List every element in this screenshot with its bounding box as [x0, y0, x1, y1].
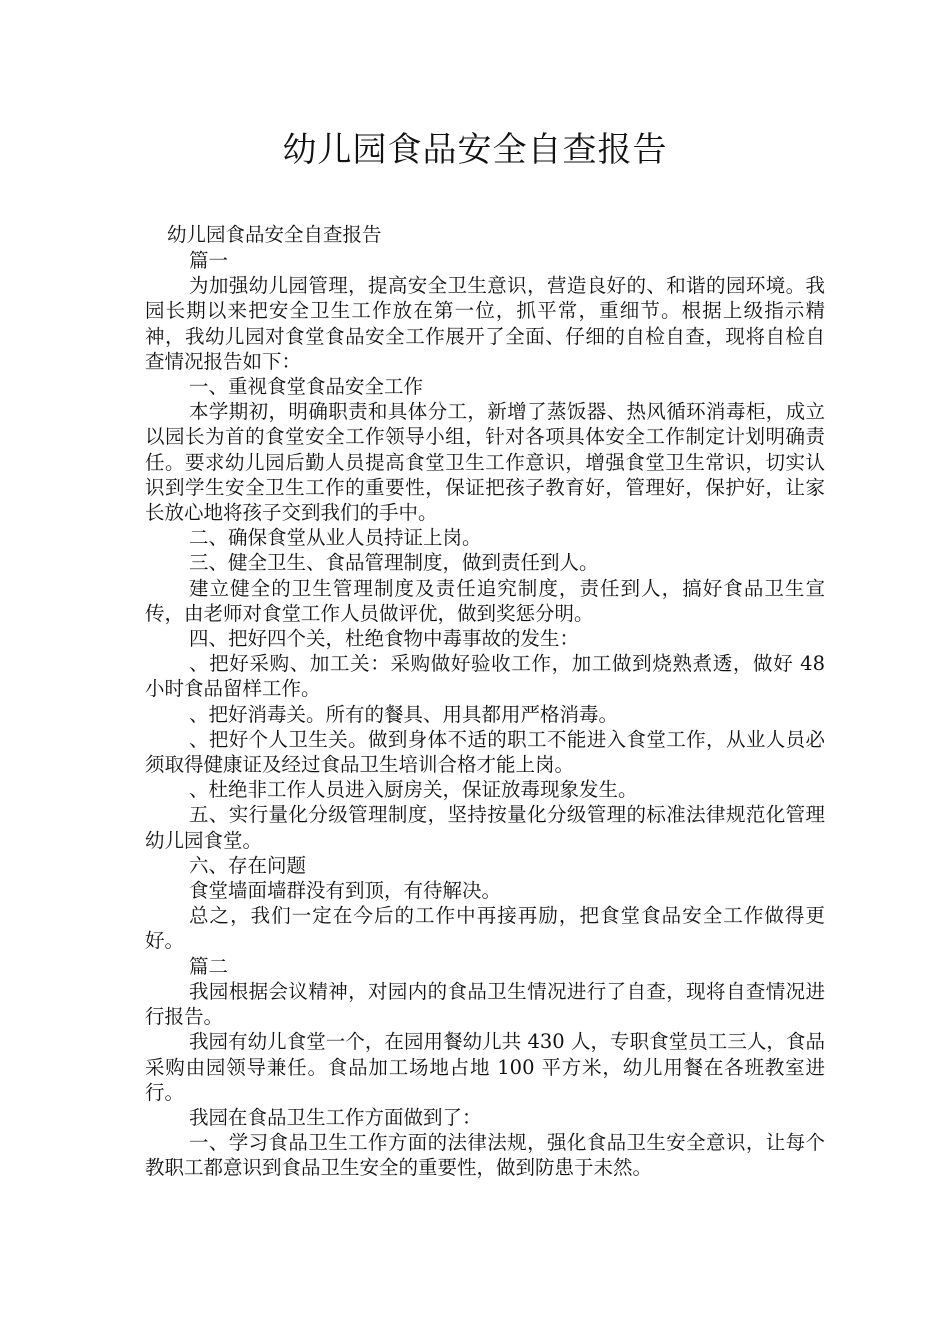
paragraph: 、把好个人卫生关。做到身体不适的职工不能进入食堂工作，从业人员必须取得健康证及经过食品卫生培训合格才能上岗。	[145, 727, 825, 777]
paragraph: 五、实行量化分级管理制度，坚持按量化分级管理的标准法律规范化管理幼儿园食堂。	[145, 803, 825, 852]
paragraph: 建立健全的卫生管理制度及责任追究制度，责任到人，搞好食品卫生宣传，由老师对食堂工作人员做评优，做到奖惩分明。	[145, 576, 825, 625]
paragraph: 三、健全卫生、食品管理制度，做到责任到人。	[189, 551, 599, 575]
document-subtitle: 幼儿园食品安全自查报告	[167, 223, 382, 246]
paragraph: 、把好消毒关。所有的餐具、用具都用严格消毒。	[189, 702, 619, 726]
paragraph: 六、存在问题	[189, 853, 307, 877]
paragraph: 二、确保食堂从业人员持证上岗。	[189, 526, 482, 550]
paragraph: 、杜绝非工作人员进入厨房关，保证放毒现象发生。	[189, 778, 638, 802]
paragraph: 一、重视食堂食品安全工作	[189, 375, 424, 399]
document-title: 幼儿园食品安全自查报告	[282, 130, 668, 170]
paragraph: 本学期初，明确职责和具体分工，新增了蒸饭器、热风循环消毒柜，成立以园长为首的食堂安全工作领导小组，针对各项具体安全工作制定计划明确责任。要求幼儿园后勤人员提高食堂卫生工作意识，增强食堂卫生常识，切实认识到学生安全卫生工作的重要性，保证把孩子教育好，管理好，保护好，让家长放心地将孩子交到我们的手中。	[145, 400, 825, 525]
paragraph: 食堂墙面墙群没有到顶，有待解决。	[189, 879, 502, 903]
paragraph: 篇一	[189, 249, 229, 272]
paragraph: 四、把好四个关，杜绝食物中毒事故的发生：	[189, 627, 580, 651]
paragraph: 我园在食品卫生工作方面做到了：	[189, 1105, 482, 1129]
paragraph: 总之，我们一定在今后的工作中再接再励，把食堂食品安全工作做得更好。	[145, 904, 825, 953]
paragraph: 一、学习食品卫生工作方面的法律法规，强化食品卫生安全意识，让每个教职工都意识到食品卫生安全的重要性，做到防患于未然。	[145, 1131, 825, 1180]
paragraph: 篇二	[189, 954, 229, 978]
document-body	[145, 222, 825, 1181]
paragraph: 、把好采购、加工关：采购做好验收工作，加工做到烧熟煮透，做好 48 小时食品留样工作。	[145, 652, 825, 701]
paragraph: 我园有幼儿食堂一个，在园用餐幼儿共 430 人，专职食堂员工三人，食品采购由园领导兼任。食品加工场地占地 100 平方米，幼儿用餐在各班教室进行。	[145, 1030, 825, 1104]
paragraph: 我园根据会议精神，对园内的食品卫生情况进行了自查，现将自查情况进行报告。	[145, 979, 825, 1029]
paragraph: 为加强幼儿园管理，提高安全卫生意识，营造良好的、和谐的园环境。我园长期以来把安全卫生工作放在第一位，抓平常，重细节。根据上级指示精神，我幼儿园对食堂食品安全工作展开了全面、仔细的自检自查，现将自检自查情况报告如下：	[145, 274, 825, 373]
